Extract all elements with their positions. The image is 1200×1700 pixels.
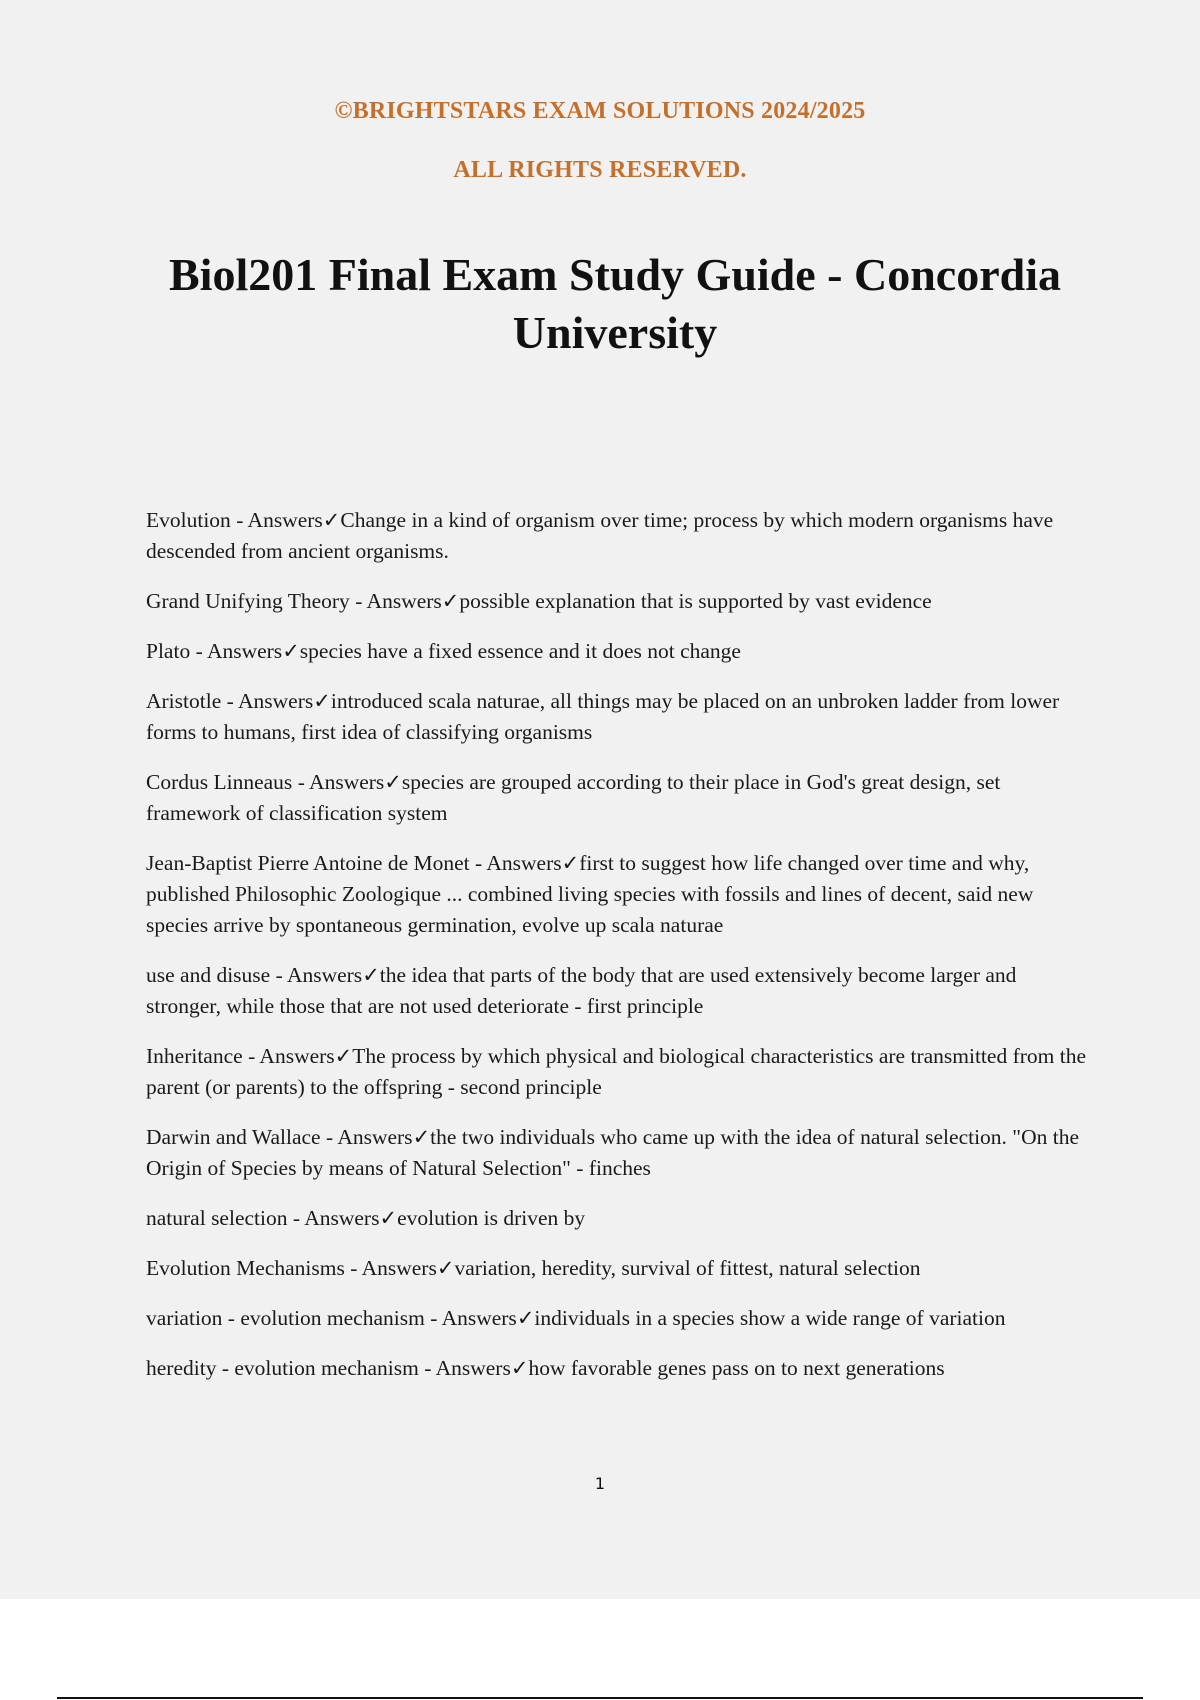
entry-answer: species have a fixed essence and it does not change — [299, 639, 741, 663]
entry-answer: species are grouped according to their place in God's great design, set framework of classification system — [146, 770, 1001, 825]
entry-term: Inheritance — [146, 1044, 243, 1068]
answers-label: Answers — [337, 1125, 413, 1149]
answers-label: Answers — [486, 851, 562, 875]
entry-answer: variation, heredity, survival of fittest, natural selection — [454, 1256, 921, 1280]
answers-label: Answers — [286, 963, 363, 987]
study-entry: Jean-Baptist Pierre Antoine de Monet - Answers✓first to suggest how life changed over time and why, published Philosophic Zoologique ... combined living species with fossils and lines of decent, said new species arrive by spontaneous germination, evolve up scala naturae — [146, 851, 1034, 937]
checkmark-icon: ✓ — [313, 689, 331, 713]
answers-label: Answers — [304, 1206, 380, 1230]
checkmark-icon: ✓ — [436, 1256, 455, 1280]
checkmark-icon: ✓ — [510, 1356, 529, 1380]
study-entry: Inheritance - Answers✓The process by which physical and biological characteristics are transmitted from the parent (or parents) to the offspring - second principle — [146, 1044, 1087, 1099]
answers-label: Answers — [206, 639, 283, 663]
entry-term: Evolution — [146, 508, 231, 532]
entry-term: variation - evolution mechanism — [146, 1306, 425, 1330]
checkmark-icon: ✓ — [379, 1206, 398, 1230]
entry-term: Plato — [146, 639, 191, 663]
checkmark-icon: ✓ — [334, 1044, 353, 1068]
checkmark-icon: ✓ — [561, 851, 580, 875]
study-entry: Evolution Mechanisms - Answers✓variation, heredity, survival of fittest, natural selection — [146, 1256, 921, 1280]
study-entry: Darwin and Wallace - Answers✓the two individuals who came up with the idea of natural selection. "On the Origin of Species by means of Natural Selection" - finches — [146, 1125, 1080, 1180]
study-entry: Evolution - Answers✓Change in a kind of organism over time; process by which modern organisms have descended from ancient organisms. — [146, 508, 1054, 563]
entry-term: Evolution Mechanisms — [146, 1256, 345, 1280]
entry-answer: Change in a kind of organism over time; process by which modern organisms have descended from ancient organisms. — [146, 508, 1054, 563]
entry-answer: the idea that parts of the body that are used extensively become larger and stronger, while those that are not used deteriorate - first principle — [146, 963, 1017, 1018]
entry-term: Aristotle — [146, 689, 222, 713]
entry-answer: how favorable genes pass on to next generations — [528, 1356, 945, 1380]
answers-label: Answers — [247, 508, 323, 532]
entry-term: use and disuse — [146, 963, 271, 987]
checkmark-icon: ✓ — [322, 508, 341, 532]
checkmark-icon: ✓ — [362, 963, 380, 987]
answers-label: Answers — [361, 1256, 437, 1280]
entry-term: heredity - evolution mechanism — [146, 1356, 419, 1380]
answers-label: Answers — [259, 1044, 335, 1068]
study-entry: Grand Unifying Theory - Answers✓possible explanation that is supported by vast evidence — [146, 589, 932, 613]
entry-term: Grand Unifying Theory — [146, 589, 350, 613]
entry-answer: possible explanation that is supported by vast evidence — [459, 589, 932, 613]
checkmark-icon: ✓ — [282, 639, 300, 663]
answers-label: Answers — [309, 770, 385, 794]
checkmark-icon: ✓ — [412, 1125, 431, 1149]
study-entry: heredity - evolution mechanism - Answers✓how favorable genes pass on to next generations — [146, 1356, 945, 1380]
study-guide-entries — [146, 505, 1096, 1403]
study-entry: use and disuse - Answers✓the idea that parts of the body that are used extensively become larger and stronger, while those that are not used deteriorate - first principle — [146, 963, 1017, 1018]
study-entry: variation - evolution mechanism - Answers✓individuals in a species show a wide range of variation — [146, 1306, 1006, 1330]
answers-label: Answers — [435, 1356, 511, 1380]
entry-answer: individuals in a species show a wide range of variation — [534, 1306, 1006, 1330]
entry-term: natural selection — [146, 1206, 288, 1230]
page-divider — [57, 1697, 1143, 1699]
checkmark-icon: ✓ — [516, 1306, 535, 1330]
checkmark-icon: ✓ — [384, 770, 402, 794]
document-title: Biol201 Final Exam Study Guide - Concordia University — [168, 249, 1061, 358]
page-number: 1 — [594, 1474, 606, 1493]
entry-answer: The process by which physical and biological characteristics are transmitted from the parent (or parents) to the offspring - second principle — [146, 1044, 1087, 1099]
study-entry: Cordus Linneaus - Answers✓species are grouped according to their place in God's great design, set framework of classification system — [146, 770, 1001, 825]
checkmark-icon: ✓ — [441, 589, 460, 613]
entry-term: Cordus Linneaus — [146, 770, 293, 794]
study-entry: Plato - Answers✓species have a fixed essence and it does not change — [146, 639, 741, 663]
study-entry: natural selection - Answers✓evolution is driven by — [146, 1206, 586, 1230]
entry-answer: first to suggest how life changed over time and why, published Philosophic Zoologique ... combined living species with fossils and lines of decent, said new species arrive by spontaneous germination, evolve up scala naturae — [146, 851, 1034, 937]
entry-term: Jean-Baptist Pierre Antoine de Monet — [146, 851, 470, 875]
study-entry: Aristotle - Answers✓introduced scala naturae, all things may be placed on an unbroken ladder from lower forms to humans, first idea of classifying organisms — [146, 689, 1060, 744]
copyright-header: ©BRIGHTSTARS EXAM SOLUTIONS 2024/2025 — [334, 98, 866, 124]
rights-reserved-header: ALL RIGHTS RESERVED. — [453, 157, 747, 183]
answers-label: Answers — [366, 589, 442, 613]
entry-term: Darwin and Wallace — [146, 1125, 321, 1149]
answers-label: Answers — [441, 1306, 517, 1330]
entry-answer: introduced scala naturae, all things may be placed on an unbroken ladder from lower forms to humans, first idea of classifying organisms — [146, 689, 1060, 744]
answers-label: Answers — [237, 689, 314, 713]
entry-answer: the two individuals who came up with the idea of natural selection. "On the Origin of Species by means of Natural Selection" - finches — [146, 1125, 1080, 1180]
entry-answer: evolution is driven by — [397, 1206, 586, 1230]
